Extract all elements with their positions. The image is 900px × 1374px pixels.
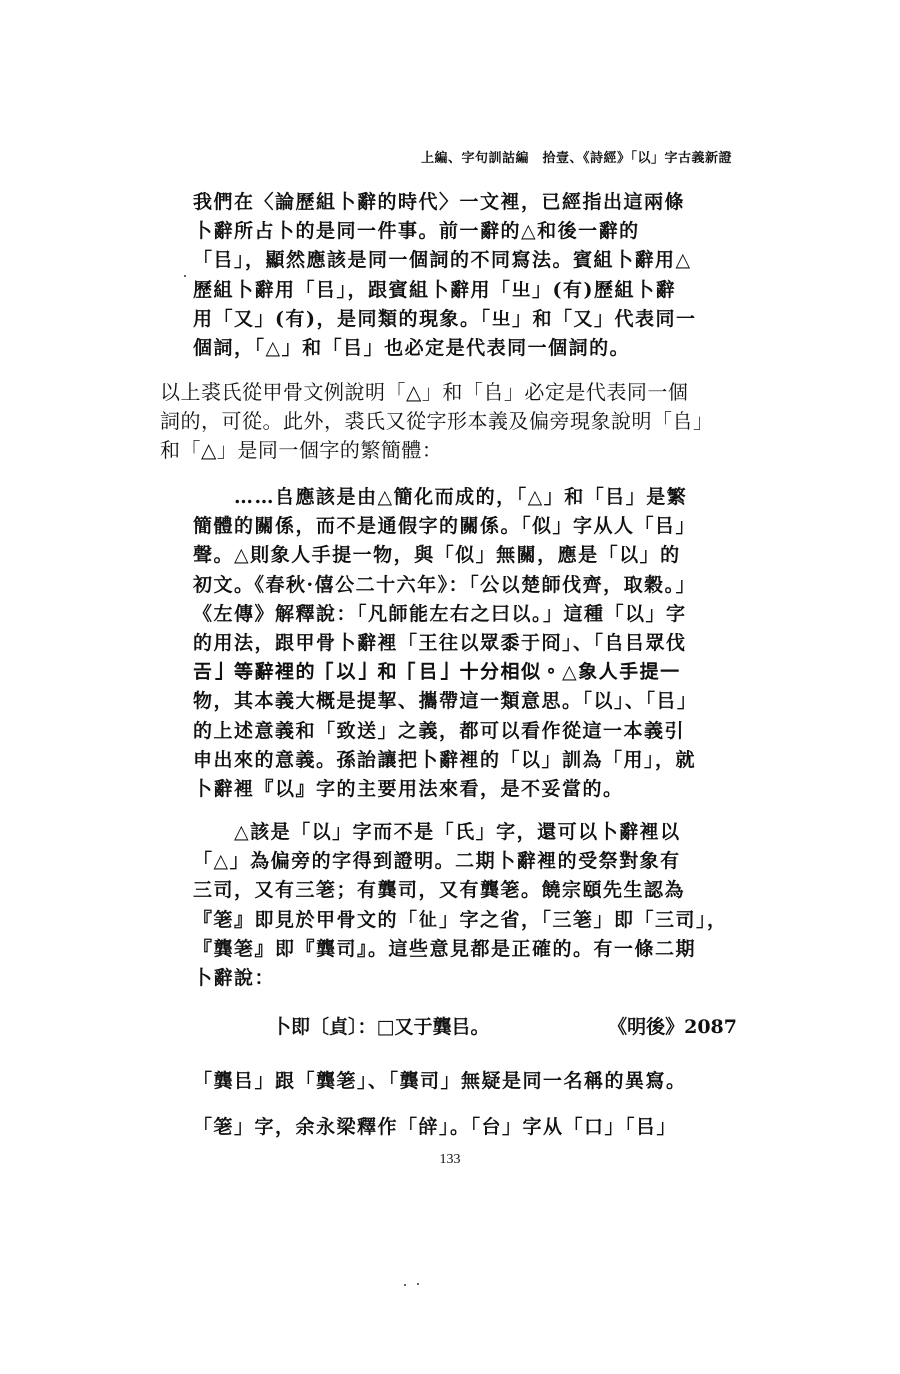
quote-block-2: [193, 483, 738, 804]
body-line: 『龔䇭』即『龔司』。這些意見都是正確的。有一條二期: [193, 937, 697, 960]
closing-line: 「䇭」字，余永梁釋作「辝」。「台」字从「口」「㠯」: [193, 1116, 678, 1138]
main-line: 和「△」是同一個字的繁簡體：: [160, 438, 443, 462]
quote2-line: 聲。△則象人手提一物，與「似」無關，應是「以」的: [193, 544, 681, 567]
citation-text: 卜即〔貞〕：□又于龔㠯。: [272, 1016, 490, 1038]
quote2-line: 初文。《春秋·僖公二十六年》：「公以楚師伐齊，取穀。」: [193, 573, 697, 596]
quote2-line: 《左傳》解釋說：「凡師能左右之曰以。」這種「以」字: [193, 602, 687, 625]
closing-line: 「龔㠯」跟「龔䇭」、「龔司」無疑是同一名稱的異寫。: [193, 1070, 687, 1092]
citation-source: 《明後》2087: [608, 1016, 737, 1038]
page-number: 133: [439, 1152, 461, 1167]
quote2-line: 的上述意義和「致送」之義，都可以看作從這一本義引: [193, 719, 686, 742]
main-paragraph: [160, 378, 740, 465]
quote2-line: 簡體的關係，而不是通假字的關係。「似」字从人「㠯」: [193, 515, 697, 538]
quote2-line: ……𠂤應該是由△簡化而成的，「△」和「㠯」是繁: [193, 486, 688, 508]
quote1-line: 用「又」(有)，是同類的現象。「㞢」和「又」代表同一: [193, 307, 697, 330]
quote2-line: 物，其本義大概是提挈、攜帶這一類意思。「以」、「㠯」: [193, 690, 698, 713]
quote-block-1: [193, 188, 738, 363]
body-line: 「△」為偏旁的字得到證明。二期卜辭裡的受祭對象有: [193, 850, 681, 873]
quote1-line: 個詞，「△」和「㠯」也必定是代表同一個詞的。: [193, 337, 631, 360]
quote1-line: 「㠯」，顯然應該是同一個詞的不同寫法。賓組卜辭用△: [193, 249, 692, 272]
quote2-line: 的用法，跟甲骨卜辭裡「王往以眾黍于冏」、「𠂤㠯眾伐: [193, 632, 687, 655]
body-line: △該是「以」字而不是「氏」字，還可以卜辭裡以: [193, 821, 681, 843]
oracle-citation: [272, 1012, 737, 1039]
scan-speck: [404, 1284, 406, 1286]
body-paragraph: [193, 818, 738, 993]
main-line: 以上裘氏從甲骨文例說明「△」和「𠂤」必定是代表同一個: [160, 380, 689, 404]
quote1-line: 歷組卜辭用「㠯」，跟賓組卜辭用「㞢」(有)歷組卜辭: [193, 278, 676, 301]
quote2-line: 卜辭裡『以』字的主要用法來看，是不妥當的。: [193, 778, 624, 801]
quote1-line: 我們在〈論歷組卜辭的時代〉一文裡，已經指出這兩條: [193, 191, 686, 213]
body-line: 『䇭』即見於甲骨文的「𢓊」字之省，「三䇭」即「三司」，: [193, 908, 728, 931]
body-line: 三司，又有三䇭；有龔司，又有龔䇭。饒宗頤先生認為: [193, 879, 686, 902]
quote1-line: 卜辭所占卜的是同一件事。前一辭的△和後一辭的: [193, 220, 640, 243]
body-line: 卜辭說：: [193, 967, 276, 990]
quote2-line: 𢀛」等辭裡的「以」和「㠯」十分相似。△象人手提一: [193, 661, 681, 684]
closing-paragraph: [193, 1058, 738, 1150]
main-line: 詞的，可從。此外，裘氏又從字形本義及偏旁現象說明「𠂤」: [160, 409, 714, 433]
scan-speck: [184, 275, 186, 277]
scan-speck: [417, 1283, 419, 1285]
quote2-line: 申出來的意義。孫詒讓把卜辭裡的「以」訓為「用」，就: [193, 748, 697, 771]
running-head: 上編、字句訓詁編 拾壹、《詩經》「以」字古義新證: [420, 151, 732, 166]
